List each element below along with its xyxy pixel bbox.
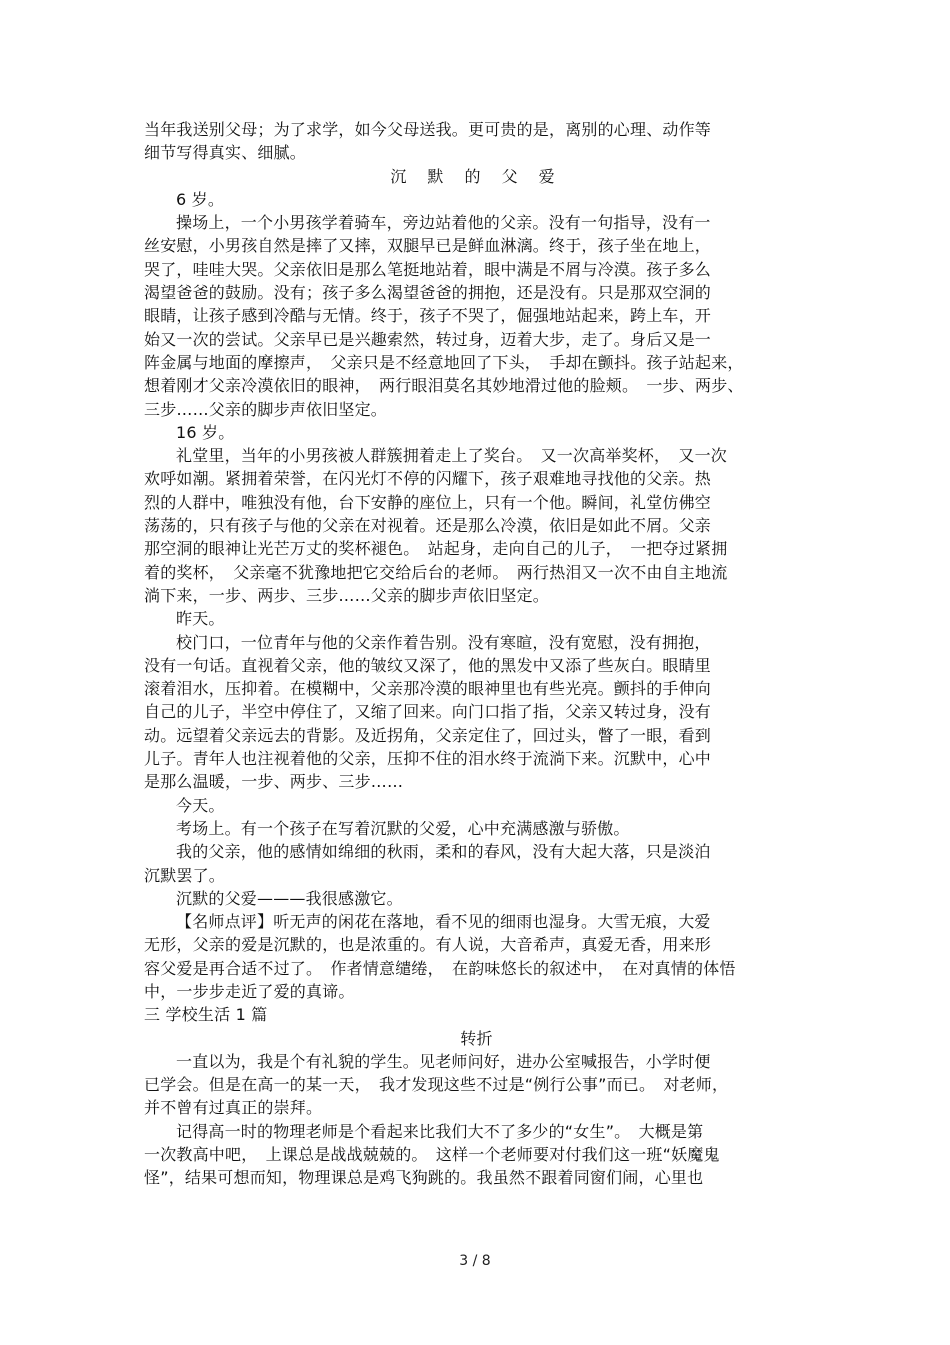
text-line: 眼睛，让孩子感到冷酷与无情。终于，孩子不哭了，倔强地站起来，跨上车，开: [144, 306, 712, 326]
text-line: 一次教高中吧， 上课总是战战兢兢的。 这样一个老师要对付我们这一班“妖魔鬼: [144, 1145, 720, 1165]
text-line: 沉默罢了。: [144, 865, 226, 885]
text-line: 是那么温暖，一步、两步、三步……: [144, 772, 404, 792]
text-line: 礼堂里，当年的小男孩被人群簇拥着走上了奖台。 又一次高举奖杯， 又一次: [176, 446, 728, 466]
document-body: [144, 118, 809, 1190]
text-line: 并不曾有过真正的崇拜。: [144, 1098, 323, 1118]
text-line: 中，一步步走近了爱的真谛。: [144, 981, 355, 1001]
section-title: 转折: [460, 1028, 493, 1048]
text-line: 沉默的父爱———我很感激它。: [176, 888, 403, 908]
text-line: 记得高一时的物理老师是个看起来比我们大不了多少的“女生”。 大概是第: [176, 1121, 704, 1141]
section-title: 沉 默 的 父 爱: [390, 166, 563, 186]
text-line: 怪”，结果可想而知，物理课总是鸡飞狗跳的。我虽然不跟着同窗们闹，心里也: [144, 1168, 704, 1188]
text-line: 三 学校生活 1 篇: [144, 1005, 268, 1025]
text-line: 欢呼如潮。紧拥着荣誉，在闪光灯不停的闪耀下，孩子艰难地寻找他的父亲。热: [144, 469, 712, 489]
text-line: 无形，父亲的爱是沉默的，也是浓重的。有人说，大音希声，真爱无香，用来形: [144, 935, 712, 955]
text-line: 考场上。有一个孩子在写着沉默的父爱，心中充满感激与骄傲。: [176, 818, 630, 838]
text-line: 丝安慰，小男孩自然是摔了又摔，双腿早已是鲜血淋漓。终于，孩子坐在地上，: [144, 236, 712, 256]
text-line: 烈的人群中，唯独没有他，台下安静的座位上，只有一个他。瞬间，礼堂仿佛空: [144, 492, 712, 512]
text-line: 荡荡的，只有孩子与他的父亲在对视着。还是那么冷漠，依旧是如此不屑。父亲: [144, 516, 712, 536]
text-line: 一直以为，我是个有礼貌的学生。见老师问好，进办公室喊报告，小学时便: [176, 1051, 711, 1071]
text-line: 儿子。青年人也注视着他的父亲，压抑不住的泪水终于流淌下来。沉默中，心中: [144, 749, 712, 769]
page-number: 3 / 8: [459, 1253, 491, 1269]
text-line: 今天。: [176, 795, 225, 815]
text-line: 昨天。: [176, 609, 225, 629]
text-line: 淌下来，一步、两步、三步……父亲的脚步声依旧坚定。: [144, 585, 550, 605]
text-line: 已学会。但是在高一的某一天， 我才发现这些不过是“例行公事”而已。 对老师，: [144, 1075, 729, 1095]
text-line: 没有一句话。直视着父亲，他的皱纹又深了，他的黑发中又添了些灰白。眼睛里: [144, 655, 712, 675]
text-line: 当年我送别父母；为了求学，如今父母送我。更可贵的是，离别的心理、动作等: [144, 120, 712, 139]
text-line: 细节写得真实、细腻。: [144, 143, 307, 163]
text-line: 始又一次的尝试。父亲早已是兴趣索然，转过身，迈着大步，走了。身后又是一: [144, 329, 712, 349]
text-line: 16 岁。: [176, 422, 235, 442]
text-line: 我的父亲，他的感情如绵细的秋雨，柔和的春风，没有大起大落，只是淡泊: [176, 842, 711, 862]
text-line: 三步……父亲的脚步声依旧坚定。: [144, 399, 388, 419]
text-line: 自己的儿子，半空中停住了，又缩了回来。向门口指了指，父亲又转过身，没有: [144, 702, 712, 722]
text-line: 着的奖杯， 父亲毫不犹豫地把它交给后台的老师。 两行热泪又一次不由自主地流: [144, 562, 728, 582]
text-line: 操场上，一个小男孩学着骑车，旁边站着他的父亲。没有一句指导，没有一: [176, 213, 711, 233]
text-line: 容父爱是再合适不过了。 作者情意缱绻， 在韵味悠长的叙述中， 在对真情的体悟: [144, 958, 736, 978]
text-line: 校门口，一位青年与他的父亲作着告别。没有寒暄，没有宽慰，没有拥抱，: [176, 632, 711, 652]
text-line: 6 岁。: [176, 189, 225, 209]
text-line: 那空洞的眼神让光芒万丈的奖杯褪色。 站起身，走向自己的儿子， 一把夺过紧拥: [144, 539, 728, 559]
text-line: 【名师点评】听无声的闲花在落地，看不见的细雨也湿身。大雪无痕，大爱: [176, 912, 711, 932]
text-line: 渴望爸爸的鼓励。没有；孩子多么渴望爸爸的拥抱，还是没有。只是那双空洞的: [144, 283, 712, 303]
text-line: 动。远望着父亲远去的背影。及近拐角，父亲定住了，回过头，瞥了一眼，看到: [144, 725, 712, 745]
text-line: 想着刚才父亲冷漠依旧的眼神， 两行眼泪莫名其妙地滑过他的脸颊。 一步、两步、: [144, 376, 744, 396]
text-line: 哭了，哇哇大哭。父亲依旧是那么笔挺地站着，眼中满是不屑与冷漠。孩子多么: [144, 259, 712, 279]
text-line: 滚着泪水，压抑着。在模糊中，父亲那冷漠的眼神里也有些光亮。颤抖的手伸向: [144, 679, 712, 699]
text-line: 阵金属与地面的摩擦声， 父亲只是不经意地回了下头， 手却在颤抖。孩子站起来，: [144, 352, 744, 372]
